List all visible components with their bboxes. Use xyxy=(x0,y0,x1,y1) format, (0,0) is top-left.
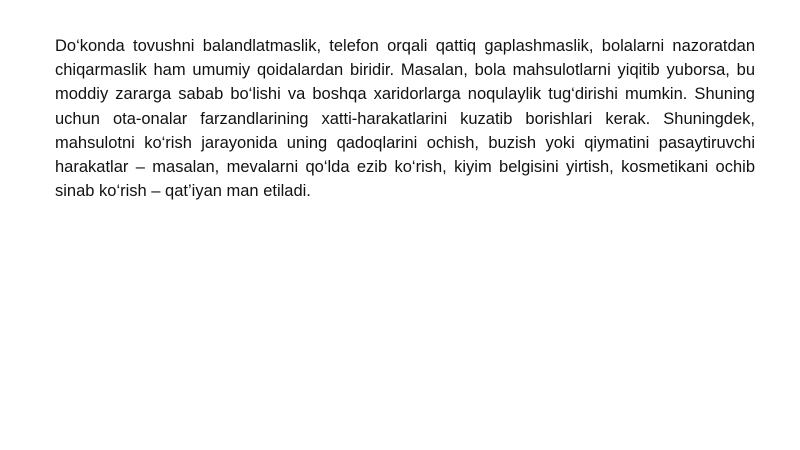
body-paragraph: Do‘konda tovushni balandlatmaslik, telefon orqali qattiq gaplashmaslik, bolalarni nazoratdan chiqarmaslik ham umumiy qoidalardan biridir. Masalan, bola mahsulotlarni yiqitib yuborsa, bu moddiy zararga sabab bo‘lishi va boshqa xaridorlarga noqulaylik tug‘dirishi mumkin. Shuning uchun ota-onalar farzandlarining xatti-harakatlarini kuzatib borishlari kerak. Shuningdek, mahsulotni ko‘rish jarayonida uning qadoqlarini ochish, buzish yoki qiymatini pasaytiruvchi harakatlar – masalan, mevalarni qo‘lda ezib ko‘rish, kiyim belgisini yirtish, kosmetikani ochib sinab ko‘rish – qat’iyan man etiladi. xyxy=(55,37,755,201)
